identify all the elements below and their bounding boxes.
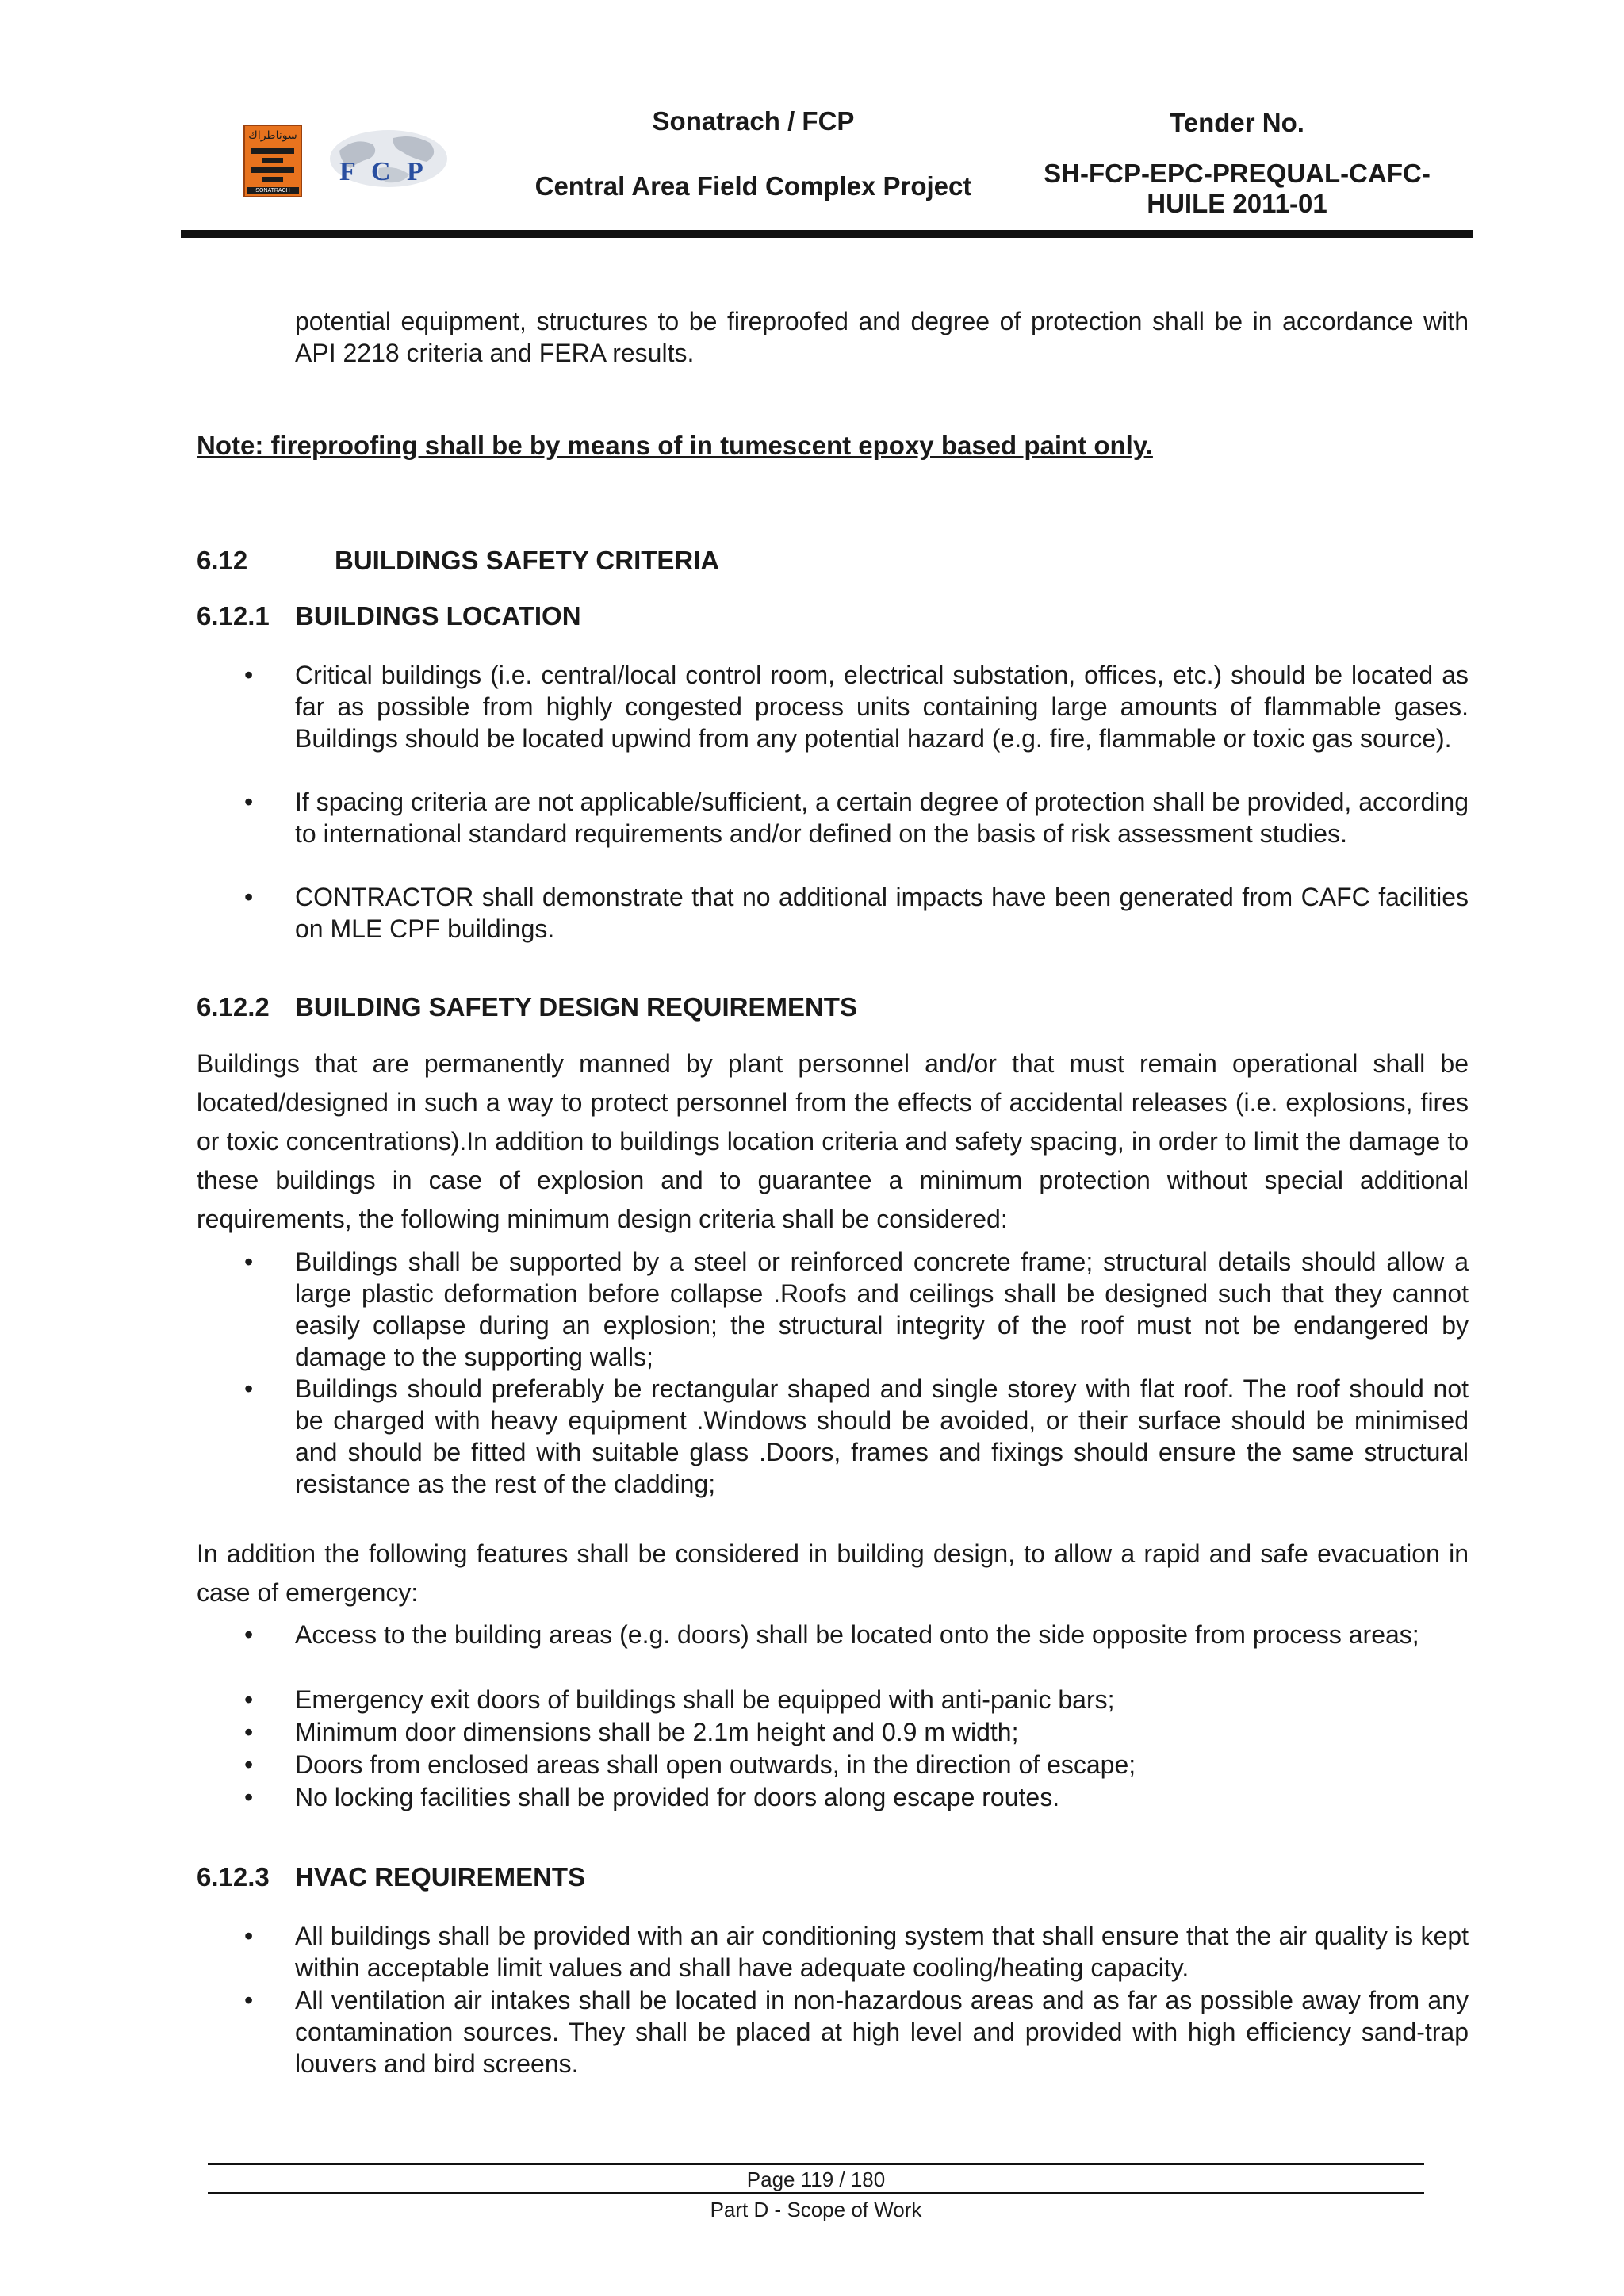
- footer-page-number: Page 119 / 180: [746, 2168, 886, 2191]
- fcp-logo-text: F C P: [339, 157, 428, 186]
- bullet-icon: •: [244, 1685, 254, 1714]
- list-item: Emergency exit doors of buildings shall be equipped with anti-panic bars;: [295, 1685, 1115, 1714]
- bullet-icon: •: [244, 883, 254, 911]
- list-item: If spacing criteria are not applicable/sufficient, a certain degree of protection shall be provided, according to international standard requirements and/or defined on the basis of risk assessment studies.: [295, 788, 1469, 848]
- bullet-icon: •: [244, 1374, 254, 1403]
- section-6-12-1-title: BUILDINGS LOCATION: [295, 601, 581, 631]
- evacuation-paragraph: In addition the following features shall be considered in building design, to allow a rapid and safe evacuation in case of emergency:: [197, 1539, 1469, 1607]
- list-item: No locking facilities shall be provided for doors along escape routes.: [295, 1783, 1060, 1811]
- list-item: CONTRACTOR shall demonstrate that no additional impacts have been generated from CAFC facilities on MLE CPF buildings.: [295, 883, 1469, 943]
- bullet-icon: •: [244, 1248, 254, 1276]
- footer-rule-top: [208, 2163, 1424, 2165]
- list-item: Minimum door dimensions shall be 2.1m height and 0.9 m width;: [295, 1718, 1019, 1746]
- sonatrach-logo-arabic: سوناطراك: [248, 129, 297, 142]
- section-6-12-2-title: BUILDING SAFETY DESIGN REQUIREMENTS: [295, 992, 857, 1022]
- bullet-icon: •: [244, 788, 254, 816]
- header-tender-number-line1: SH-FCP-EPC-PREQUAL-CAFC-: [1044, 159, 1431, 188]
- section-6-12-3-number: 6.12.3: [197, 1862, 270, 1892]
- header-rule: [181, 230, 1473, 238]
- bullet-icon: •: [244, 1986, 254, 2014]
- design-paragraph: Buildings that are permanently manned by plant personnel and/or that must remain operational shall be located/designed in such a way to protect personnel from the effects of accidental releases (i.e. explosions, fires or toxic concentrations).In addition to buildings location criteria and safety spacing, in order to limit the damage to these buildings in case of explosion and to guarantee a minimum protection without special additional requirements, the following minimum design criteria shall be considered:: [197, 1049, 1469, 1233]
- section-6-12-title: BUILDINGS SAFETY CRITERIA: [335, 546, 720, 575]
- bullet-icon: •: [244, 1922, 254, 1950]
- list-item: Doors from enclosed areas shall open outwards, in the direction of escape;: [295, 1750, 1136, 1779]
- list-item: Buildings should preferably be rectangular shaped and single storey with flat roof. The roof should not be charged with heavy equipment .Windows should be avoided, or their surface should be minimised and should be fitted with suitable glass .Doors, frames and fixings should ensure the same structural resistance as the rest of the cladding;: [295, 1374, 1469, 1498]
- header-tender-label: Tender No.: [1170, 108, 1304, 137]
- list-item: All buildings shall be provided with an air conditioning system that shall ensure that the air quality is kept within acceptable limit values and shall have adequate cooling/heating capacity.: [295, 1922, 1469, 1982]
- bullet-icon: •: [244, 661, 254, 689]
- footer-rule-bottom: [208, 2192, 1424, 2194]
- list-item: Critical buildings (i.e. central/local control room, electrical substation, offices, etc.) should be located as far as possible from highly congested process units containing large amounts of flammable gases. Buildings should be located upwind from any potential hazard (e.g. fire, flammable or toxic gas source).: [295, 661, 1469, 753]
- section-6-12-1-number: 6.12.1: [197, 601, 270, 631]
- sonatrach-logo: [243, 125, 302, 197]
- section-6-12-2-number: 6.12.2: [197, 992, 270, 1022]
- bullet-icon: •: [244, 1620, 254, 1649]
- list-item: All ventilation air intakes shall be located in non-hazardous areas and as far as possible away from any contamination sources. They shall be placed at high level and provided with high efficiency sand-trap louvers and bird screens.: [295, 1986, 1469, 2078]
- header-tender-number-line2: HUILE 2011-01: [1147, 189, 1327, 218]
- list-item: Buildings shall be supported by a steel or reinforced concrete frame; structural details should allow a large plastic deformation before collapse .Roofs and ceilings shall be designed such that they cannot easily collapse during an explosion; the structural integrity of the roof must not be endangered by damage to the supporting walls;: [295, 1248, 1469, 1371]
- section-6-12-number: 6.12: [197, 546, 248, 575]
- section-6-12-3-title: HVAC REQUIREMENTS: [295, 1862, 586, 1892]
- header-company: Sonatrach / FCP: [652, 106, 855, 136]
- list-item: Access to the building areas (e.g. doors) shall be located onto the side opposite from process areas;: [295, 1620, 1419, 1649]
- header-project: Central Area Field Complex Project: [534, 171, 972, 201]
- bullet-icon: •: [244, 1750, 254, 1779]
- intro-paragraph: potential equipment, structures to be fireproofed and degree of protection shall be in accordance with API 2218 criteria and FERA results.: [295, 307, 1469, 367]
- bullet-icon: •: [244, 1718, 254, 1746]
- fireproofing-note: Note: fireproofing shall be by means of in tumescent epoxy based paint only.: [197, 431, 1153, 460]
- sonatrach-logo-text: SONATRACH: [247, 187, 299, 194]
- fcp-logo: [324, 127, 450, 198]
- footer-part: Part D - Scope of Work: [710, 2198, 922, 2221]
- bullet-icon: •: [244, 1783, 254, 1811]
